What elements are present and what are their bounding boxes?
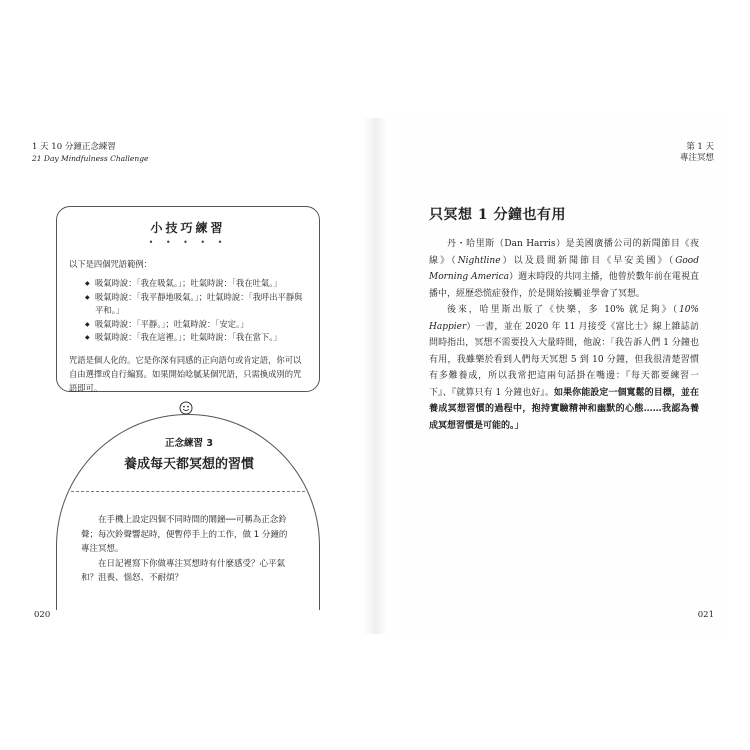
book-subtitle: 21 Day Mindfulness Challenge [32, 154, 149, 163]
exercise-label: 正念練習 3 [165, 438, 213, 449]
running-header-left [32, 142, 148, 164]
running-header-right [680, 142, 714, 164]
tip-intro: 以下是四個咒語範例： [69, 259, 152, 269]
mantra-list [69, 277, 307, 345]
chapter-label: 第 1 天 [686, 142, 714, 152]
dashed-divider [71, 491, 305, 492]
left-page [24, 118, 375, 634]
book-gutter [363, 118, 387, 634]
page-number-left: 020 [34, 610, 51, 620]
book-title: 1 天 10 分鐘正念練習 [32, 142, 116, 152]
tip-note: 咒語是個人化的。它是你深有同感的正向語句或肯定語，你可以自由選擇或自行編寫。如果開始唸膩某個咒語，只需換成別的咒語即可。 [69, 354, 302, 393]
chapter-topic: 專注冥想 [679, 153, 714, 163]
book-spread [24, 118, 726, 634]
exercise-paragraph: 在日記裡寫下你做專注冥想時有什麼感受？心平氣和？沮喪、惱怒、不耐煩？ [81, 558, 286, 583]
exercise-title: 養成每天都冥想的習慣 [123, 457, 254, 472]
mantra-item: ◆ 吸氣時說：「我在這裡。」；吐氣時說：「我在當下。」 [85, 331, 307, 345]
section-heading: 只冥想 1 分鐘也有用 [429, 207, 566, 223]
body-paragraph: 丹・哈里斯（Dan Harris）是美國廣播公司的新聞節目《夜線》（Nightline）以及晨間新聞節目《早安美國》（Good Morning America）週末時段的共同主播，他曾於數年前在電視直播中，經歷恐慌症發作，於是開始接觸並學會了冥想。 [429, 239, 699, 299]
page-number-right: 021 [697, 610, 714, 620]
exercise-body [81, 513, 295, 586]
smiley-face-icon [179, 401, 193, 415]
body-paragraph: 後來，哈里斯出版了《快樂，多 10% 就足夠》（10% Happier）一書，並在 2020 年 11 月接受《富比士》線上雜誌訪問時指出，冥想不需要投入大量時間，他說：「我告訴人們 1 分鐘也有用，我雖樂於看到人們每天冥想 5 到 10 分鐘，但我很清楚習慣有多難養成，所以我常把這兩句話掛在嘴邊：『每天都要練習一下』、『就算只有 1 分鐘也好』。如果你能設定一個寬鬆的目標，並在養成冥想習慣的過程中，抱持實驗精神和幽默的心態……我認為養成冥想習慣是可能的。」 [429, 305, 699, 431]
right-page [375, 118, 726, 634]
exercise-paragraph: 在手機上設定四個不同時間的鬧鐘──可稱為正念鈴聲；每次鈴聲響起時，便暫停手上的工作，做 1 分鐘的專注冥想。 [81, 515, 288, 554]
mantra-item: ◆ 吸氣時說：「我在吸氣。」；吐氣時說：「我在吐氣。」 [85, 277, 307, 291]
mantra-item: ◆ 吸氣時說：「我平靜地吸氣。」；吐氣時說：「我呼出平靜與平和。」 [85, 291, 307, 318]
tip-title: 小技巧練習 [150, 221, 226, 235]
mantra-item: ◆ 吸氣時說：「平靜。」；吐氣時說：「安定。」 [85, 318, 307, 332]
tip-box [56, 206, 320, 392]
tip-dots: • • • • • [148, 238, 228, 247]
body-text [429, 236, 699, 434]
exercise-panel [56, 414, 320, 610]
